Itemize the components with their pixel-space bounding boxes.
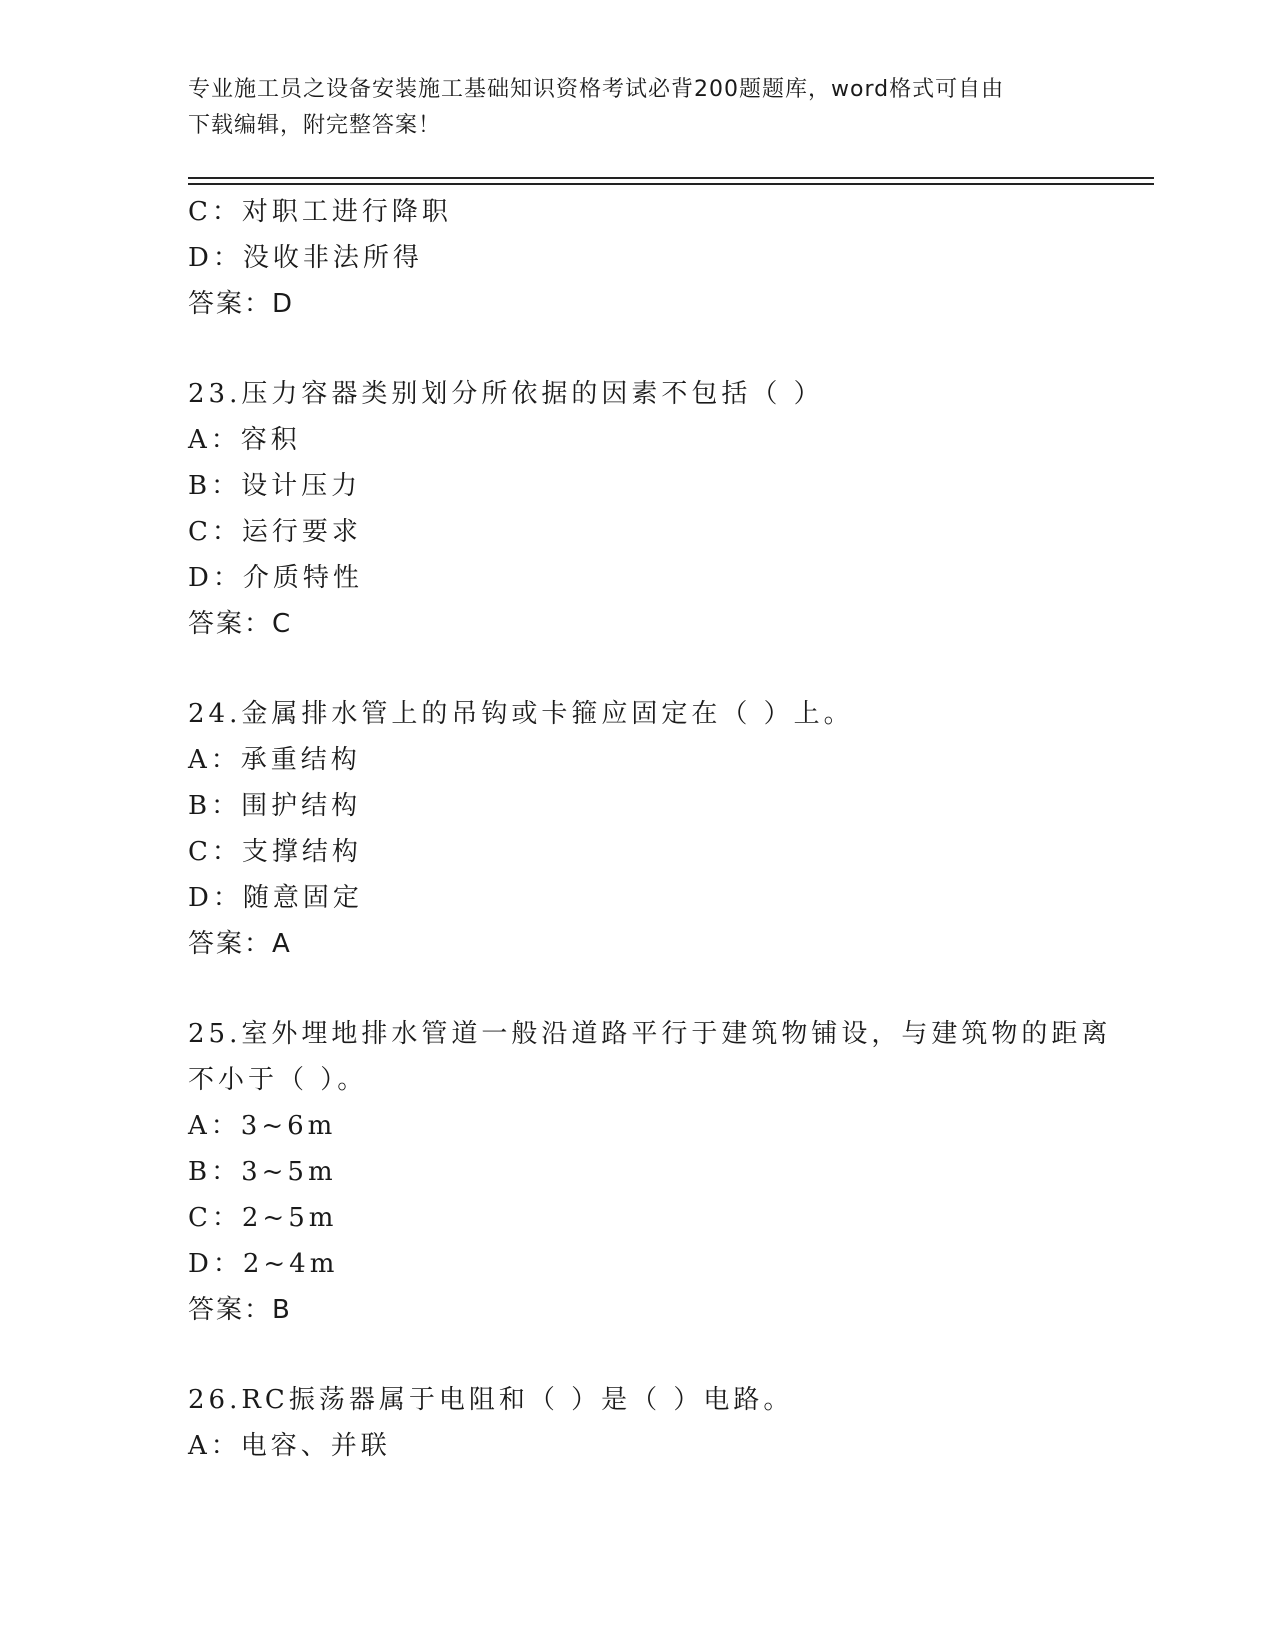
header-divider-bottom [188, 183, 1154, 185]
question-text: 23.压力容器类别划分所依据的因素不包括（ ） [188, 379, 824, 409]
answer: 答案：A [188, 929, 292, 959]
option-d: D：没收非法所得 [188, 243, 423, 273]
question-23 [188, 371, 1128, 647]
question-list [188, 189, 1128, 1469]
option-a: A：电容、并联 [188, 1431, 391, 1461]
answer: 答案：C [188, 609, 293, 639]
option-c: C：2~5m [188, 1203, 338, 1233]
question-24 [188, 691, 1128, 967]
answer: 答案：D [188, 289, 295, 319]
question-25 [188, 1011, 1128, 1333]
question-text-line-1: 25.室外埋地排水管道一般沿道路平行于建筑物铺设，与建筑物的距离 [188, 1019, 1112, 1049]
option-b: B：围护结构 [188, 791, 362, 821]
option-b: B：设计压力 [188, 471, 362, 501]
option-c: C：对职工进行降职 [188, 197, 452, 227]
option-a: A：容积 [188, 425, 301, 455]
question-22-tail [188, 189, 1128, 327]
question-26 [188, 1377, 1128, 1469]
option-d: D：随意固定 [188, 883, 363, 913]
question-text: 24.金属排水管上的吊钩或卡箍应固定在（ ）上。 [188, 699, 854, 729]
option-a: A：3~6m [188, 1111, 337, 1141]
option-c: C：支撑结构 [188, 837, 362, 867]
answer: 答案：B [188, 1295, 292, 1325]
option-a: A：承重结构 [188, 745, 361, 775]
option-b: B：3~5m [188, 1157, 337, 1187]
option-c: C：运行要求 [188, 517, 362, 547]
header-divider-top [188, 177, 1154, 179]
document-intro: 专业施工员之设备安装施工基础知识资格考试必背200题题库，word格式可自由 下载编辑，附完整答案！ [188, 77, 1005, 138]
question-text-line-2: 不小于（ ）。 [188, 1065, 368, 1095]
option-d: D：2~4m [188, 1249, 339, 1279]
option-d: D：介质特性 [188, 563, 363, 593]
question-text: 26.RC振荡器属于电阻和（ ）是（ ）电路。 [188, 1385, 794, 1415]
